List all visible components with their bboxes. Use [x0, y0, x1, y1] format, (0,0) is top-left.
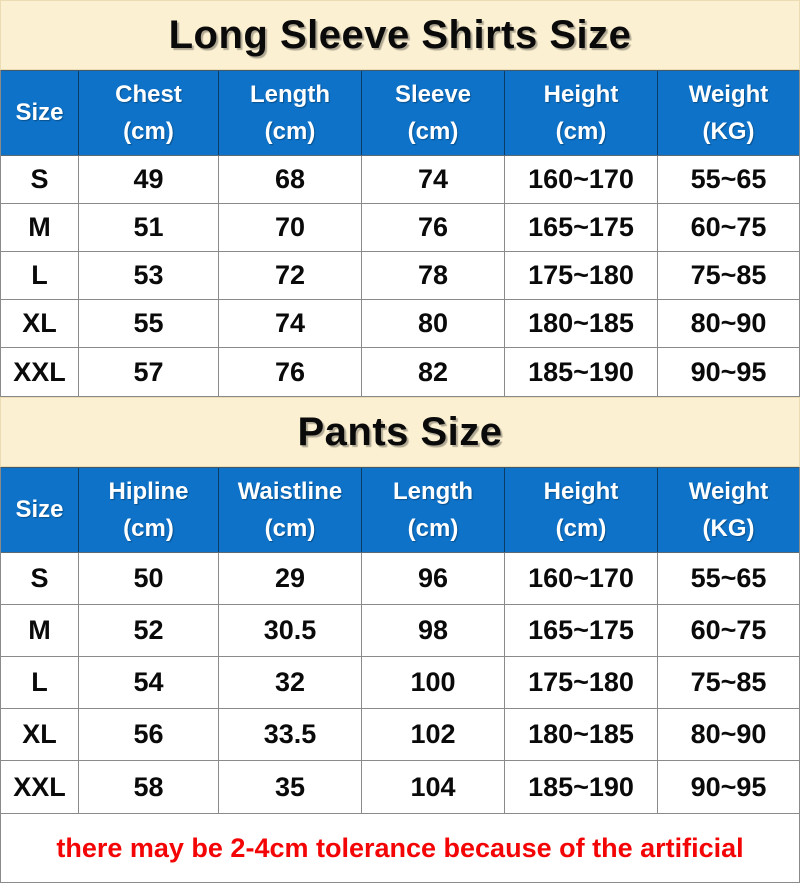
size-cell: L [31, 667, 48, 697]
value-cell: 76 [361, 204, 504, 251]
table-row [1, 761, 799, 813]
value-cell: 180~185 [504, 709, 657, 760]
value-cell: 175~180 [504, 657, 657, 708]
value-cell: 165~175 [504, 204, 657, 251]
shirts-title: Long Sleeve Shirts Size [168, 12, 632, 57]
column-header-line: Waistline [237, 477, 343, 505]
column-header [657, 468, 799, 552]
value-cell: 51 [78, 204, 218, 251]
column-header-line: (cm) [555, 117, 607, 145]
column-header-line: (KG) [702, 514, 755, 542]
column-header [78, 468, 218, 552]
value-cell: 185~190 [504, 348, 657, 396]
value-cell: 98 [361, 605, 504, 656]
shirts-size-table-header-row [1, 70, 799, 156]
pants-title-band [0, 397, 800, 467]
column-header-line: (cm) [555, 514, 607, 542]
value-cell: 175~180 [504, 252, 657, 299]
value-cell: 54 [78, 657, 218, 708]
value-cell: 60~75 [657, 605, 799, 656]
value-cell: 56 [78, 709, 218, 760]
value-cell: 74 [361, 156, 504, 203]
value-cell: 49 [78, 156, 218, 203]
size-cell: M [28, 212, 51, 242]
value-cell: 76 [218, 348, 361, 396]
column-header-line: Weight [688, 80, 769, 108]
column-header [361, 71, 504, 155]
column-header [1, 71, 78, 155]
value-cell: 104 [361, 761, 504, 813]
value-cell: 68 [218, 156, 361, 203]
column-header-line: (cm) [407, 117, 459, 145]
value-cell: 55~65 [657, 156, 799, 203]
value-cell: 75~85 [657, 657, 799, 708]
table-row [1, 348, 799, 396]
value-cell: 35 [218, 761, 361, 813]
column-header-line: (cm) [264, 514, 316, 542]
value-cell: 70 [218, 204, 361, 251]
table-row [1, 657, 799, 709]
table-row [1, 709, 799, 761]
column-header [218, 468, 361, 552]
value-cell: 80~90 [657, 300, 799, 347]
size-cell: XXL [13, 771, 66, 802]
value-cell: 30.5 [218, 605, 361, 656]
value-cell: 165~175 [504, 605, 657, 656]
column-header-line: (cm) [123, 514, 174, 542]
value-cell: 55~65 [657, 553, 799, 604]
shirts-title-band [0, 0, 800, 70]
column-header-line: Size [15, 99, 64, 126]
value-cell: 160~170 [504, 156, 657, 203]
value-cell: 53 [78, 252, 218, 299]
value-cell: 78 [361, 252, 504, 299]
value-cell: 100 [361, 657, 504, 708]
value-cell: 75~85 [657, 252, 799, 299]
column-header-line: Weight [688, 477, 769, 505]
value-cell: 180~185 [504, 300, 657, 347]
pants-size-table-header-row [1, 467, 799, 553]
value-cell: 32 [218, 657, 361, 708]
table-row [1, 605, 799, 657]
column-header [504, 71, 657, 155]
column-header-line: Sleeve [394, 80, 472, 108]
value-cell: 60~75 [657, 204, 799, 251]
column-header-line: (cm) [264, 117, 316, 145]
value-cell: 160~170 [504, 553, 657, 604]
column-header [361, 468, 504, 552]
value-cell: 33.5 [218, 709, 361, 760]
tolerance-note-box [0, 813, 800, 883]
column-header-line: (cm) [123, 117, 174, 145]
value-cell: 82 [361, 348, 504, 396]
column-header [504, 468, 657, 552]
pants-title: Pants Size [297, 409, 503, 454]
value-cell: 90~95 [657, 348, 799, 396]
table-row [1, 252, 799, 300]
column-header [218, 71, 361, 155]
column-header-line: Hipline [108, 477, 189, 505]
size-cell: M [28, 615, 51, 645]
value-cell: 58 [78, 761, 218, 813]
column-header [1, 468, 78, 552]
size-cell: L [31, 260, 48, 290]
value-cell: 74 [218, 300, 361, 347]
pants-size-table [0, 467, 800, 814]
size-cell: S [30, 164, 49, 194]
value-cell: 185~190 [504, 761, 657, 813]
value-cell: 55 [78, 300, 218, 347]
value-cell: 102 [361, 709, 504, 760]
value-cell: 72 [218, 252, 361, 299]
table-row [1, 204, 799, 252]
size-cell: S [30, 563, 49, 593]
column-header [78, 71, 218, 155]
column-header-line: Height [543, 477, 619, 505]
column-header-line: Size [15, 496, 64, 523]
column-header-line: Height [543, 80, 619, 108]
value-cell: 80~90 [657, 709, 799, 760]
column-header-line: Length [250, 80, 330, 108]
tolerance-note: there may be 2-4cm tolerance because of the artificial [56, 832, 744, 863]
column-header-line: Length [393, 477, 473, 505]
value-cell: 57 [78, 348, 218, 396]
value-cell: 90~95 [657, 761, 799, 813]
table-row [1, 553, 799, 605]
size-cell: XL [22, 308, 57, 338]
shirts-size-table [0, 70, 800, 397]
value-cell: 50 [78, 553, 218, 604]
column-header [657, 71, 799, 155]
value-cell: 96 [361, 553, 504, 604]
value-cell: 80 [361, 300, 504, 347]
column-header-line: (KG) [702, 117, 755, 145]
size-cell: XL [22, 719, 57, 749]
column-header-line: (cm) [407, 514, 459, 542]
value-cell: 29 [218, 553, 361, 604]
table-row [1, 156, 799, 204]
column-header-line: Chest [115, 80, 182, 108]
table-row [1, 300, 799, 348]
value-cell: 52 [78, 605, 218, 656]
size-cell: XXL [13, 356, 66, 387]
